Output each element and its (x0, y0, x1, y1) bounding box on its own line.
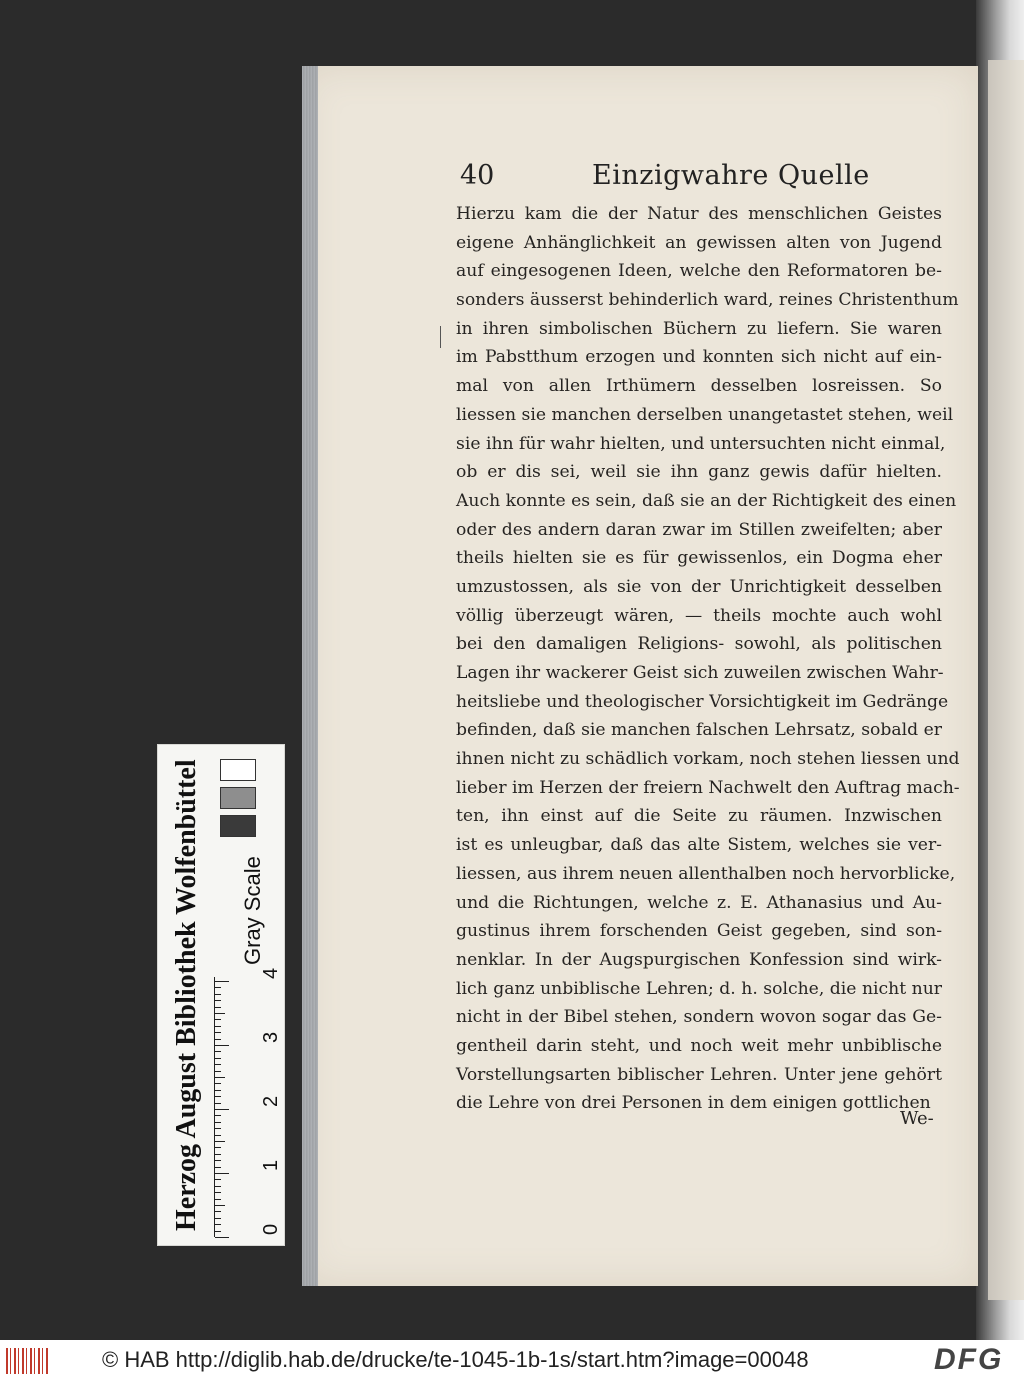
ruler-tick (215, 1071, 221, 1072)
gray-swatch (220, 759, 256, 781)
text-line: völlig überzeugt wären, — theils mochte auch wohl (456, 605, 942, 626)
gray-swatch (220, 815, 256, 837)
ruler-tick (215, 1135, 221, 1136)
ruler-tick (215, 1103, 221, 1104)
text-line: theils hielten sie es für gewissenlos, ein Dogma eher (456, 548, 942, 569)
text-line: sonders äusserst behinderlich ward, reines Christenthum (456, 290, 959, 311)
ruler-tick (215, 1205, 225, 1206)
gray-scale-color-card (157, 744, 285, 1246)
ruler-tick (215, 1160, 221, 1161)
body-text (456, 200, 960, 1118)
page-number: 40 (460, 160, 495, 191)
ruler-tick (215, 1051, 221, 1052)
text-line: umzustossen, als sie von der Unrichtigkeit desselben (456, 576, 942, 597)
ruler-tick (215, 1077, 225, 1078)
ruler-tick (215, 1141, 225, 1142)
text-line: nicht in der Bibel stehen, sondern wovon sogar das Ge- (456, 1007, 942, 1028)
scale-number: 1 (260, 1159, 282, 1171)
text-line: und die Richtungen, welche z. E. Athanasius und Au- (456, 892, 942, 913)
ruler-tick (215, 1064, 221, 1065)
ruler-tick (215, 1231, 221, 1232)
ruler-tick (215, 1013, 225, 1014)
text-line: eigene Anhänglichkeit an gewissen alten von Jugend (456, 232, 942, 253)
ruler-tick (215, 1026, 221, 1027)
card-institution-name: Herzog August Bibliothek Wolfenbüttel (171, 759, 202, 1231)
gray-swatch (220, 787, 256, 809)
ruler-tick (215, 1083, 221, 1084)
ruler-tick (215, 987, 221, 988)
adjacent-page-sliver (988, 60, 1024, 1300)
text-line: gentheil darin steht, und noch weit mehr unbiblische (456, 1035, 942, 1056)
text-line: ob er dis sei, weil sie ihn ganz gewis dafür hielten. (456, 462, 942, 483)
scale-number: 4 (260, 967, 282, 979)
source-credit: © HAB http://diglib.hab.de/drucke/te-1045-1b-1s/start.htm?image=00048 (102, 1347, 809, 1372)
dfg-logo: DFG (934, 1343, 1004, 1376)
ruler-tick (215, 1173, 229, 1174)
ruler-tick (215, 1192, 221, 1193)
text-line: liessen sie manchen derselben unangetastet stehen, weil (456, 404, 954, 425)
ruler-tick (215, 1039, 221, 1040)
ruler-tick (215, 1090, 221, 1091)
ruler-tick (215, 1237, 229, 1238)
text-line: Lagen ihr wackerer Geist sich zuweilen zwischen Wahr- (456, 663, 944, 683)
ruler-tick (215, 994, 221, 995)
ruler-tick (215, 981, 229, 982)
ruler-tick (215, 1032, 221, 1033)
ruler-tick (215, 1147, 221, 1148)
catchword: We- (900, 1108, 934, 1129)
margin-mark (440, 326, 441, 348)
ruler-tick (215, 1000, 221, 1001)
scale-number: 0 (260, 1223, 282, 1235)
ruler-tick (215, 1122, 221, 1123)
text-line: mal von allen Irthümern desselben losreissen. So (456, 376, 942, 397)
ruler-tick (215, 1109, 229, 1110)
text-line: gustinus ihrem forschenden Geist gegeben, sind son- (456, 921, 942, 942)
text-line: im Pabstthum erzogen und konnten sich nicht auf ein- (456, 347, 942, 368)
running-title: Einzigwahre Quelle (592, 160, 870, 191)
text-line: ist es unleugbar, daß das alte Sistem, welches sie ver- (456, 835, 942, 856)
text-line: ihnen nicht zu schädlich vorkam, noch stehen liessen und (456, 749, 960, 770)
ruler-tick (215, 1128, 221, 1129)
scale-ruler (214, 977, 229, 1237)
ruler-tick (215, 1154, 221, 1155)
text-line: Auch konnte es sein, daß sie an der Richtigkeit des einen (456, 490, 957, 511)
ruler-tick (215, 1115, 221, 1116)
text-line: nenklar. In der Augspurgischen Konfession sind wirk- (456, 949, 942, 970)
text-line: in ihren simbolischen Büchern zu liefern. Sie waren (456, 318, 942, 339)
text-line: die Lehre von drei Personen in dem einigen gottlichen (456, 1093, 931, 1114)
ruler-tick (215, 1186, 221, 1187)
text-line: oder des andern daran zwar im Stillen zweifelten; aber (456, 519, 942, 540)
barcode-icon (6, 1348, 50, 1374)
scale-number: 3 (260, 1031, 282, 1043)
ruler-tick (215, 1218, 221, 1219)
gray-scale-label: Gray Scale (240, 856, 265, 965)
ruler-tick (215, 1019, 221, 1020)
text-line: liessen, aus ihrem neuen allenthalben noch hervorblicke, (456, 863, 956, 884)
ruler-tick (215, 1199, 221, 1200)
text-line: Hierzu kam die der Natur des menschlichen Geistes (456, 204, 942, 224)
ruler-tick (215, 1007, 221, 1008)
ruler-tick (215, 1224, 221, 1225)
ruler-tick (215, 1058, 221, 1059)
text-line: ten, ihn einst auf die Seite zu räumen. Inzwischen (456, 806, 942, 827)
ruler-tick (215, 1167, 221, 1168)
text-line: heitsliebe und theologischer Vorsichtigkeit im Gedränge (456, 691, 949, 712)
footer-bar (0, 1340, 1024, 1380)
text-line: befinden, daß sie manchen falschen Lehrsatz, sobald er (456, 720, 942, 741)
ruler-tick (215, 1045, 229, 1046)
ruler-tick (215, 1179, 221, 1180)
text-line: auf eingesogenen Ideen, welche den Reformatoren be- (456, 261, 942, 282)
ruler-tick (215, 1211, 221, 1212)
scale-number: 2 (260, 1095, 282, 1107)
text-line: Vorstellungsarten biblischer Lehren. Unter jene gehört (456, 1064, 942, 1085)
page-header (460, 156, 960, 196)
ruler-tick (215, 1096, 221, 1097)
text-line: sie ihn für wahr hielten, und untersuchten nicht einmal, (456, 433, 946, 454)
text-line: lich ganz unbiblische Lehren; d. h. solche, die nicht nur (456, 978, 942, 999)
text-line: lieber im Herzen der freiern Nachwelt den Auftrag mach- (456, 777, 960, 798)
text-line: bei den damaligen Religions- sowohl, als politischen (456, 634, 942, 655)
page-stack-edge (302, 66, 318, 1286)
